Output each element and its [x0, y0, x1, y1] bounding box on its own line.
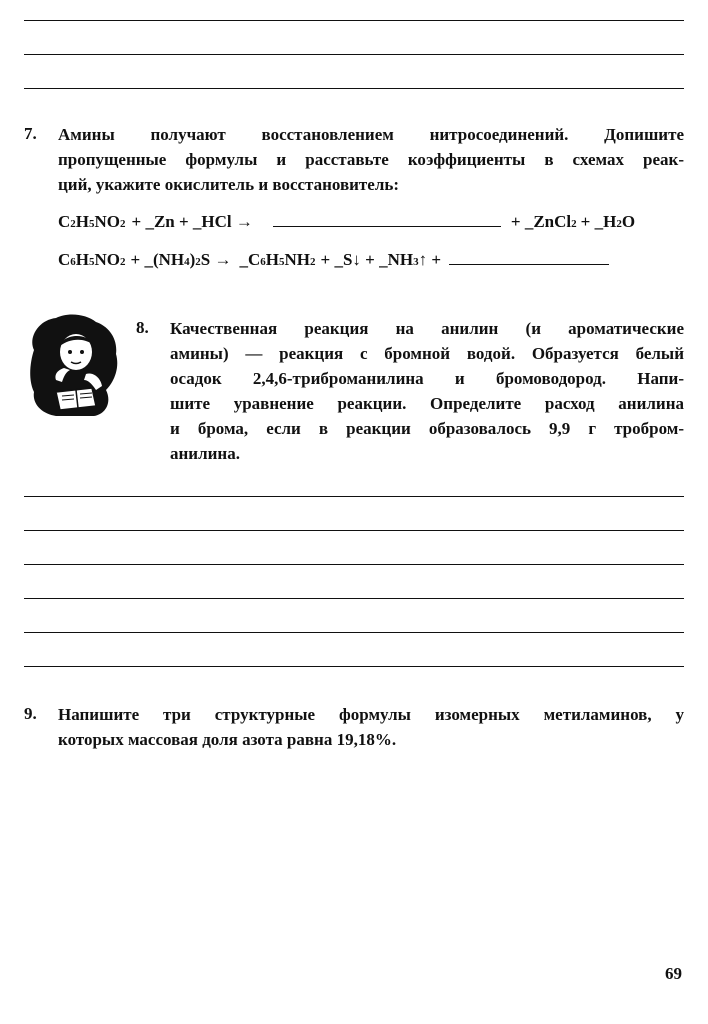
question-8-text [170, 316, 684, 466]
equation-2: C 6 H 5 NO 2 + _(NH 4 ) 2 S → _C 6 H 5 NH 2 + _S↓ + _NH 3 ↑ + [58, 250, 609, 270]
question-9-line: Напишите три структурные формулы изомерных метиламинов, у [58, 705, 684, 724]
question-9-line: которых массовая доля азота равна 19,18%. [58, 730, 397, 749]
formula-part: H [75, 250, 90, 269]
answer-line[interactable] [24, 88, 684, 89]
answer-line[interactable] [24, 496, 684, 497]
question-8-line: осадок 2,4,6-триброманилина и бромоводород. Напи- [170, 369, 684, 388]
question-8-line: Качественная реакция на анилин (и ароматические [170, 319, 684, 338]
equation-2-blank[interactable] [449, 250, 609, 265]
formula-part: ) [189, 250, 196, 269]
formula-part: NH [284, 250, 311, 269]
question-8-line: амины) — реакция с бромной водой. Образуется белый [170, 344, 684, 363]
formula-part: _C [239, 250, 261, 269]
question-7-text [58, 122, 684, 197]
formula-part: NO [94, 250, 121, 269]
question-8-line: шите уравнение реакции. Определите расход анилина [170, 394, 684, 413]
formula-part: H [265, 250, 280, 269]
thinking-boy-reading-icon [26, 310, 122, 420]
answer-line[interactable] [24, 54, 684, 55]
formula-part: C [58, 212, 71, 231]
formula-part: NO [94, 212, 121, 231]
formula-part: + _S↓ + _NH [320, 250, 414, 269]
question-7-line: ций, укажите окислитель и восстановитель: [58, 175, 400, 194]
formula-part: + _H [580, 212, 617, 231]
page-number: 69 [665, 964, 682, 983]
question-7-line: Амины получают восстановлением нитросоединений. Допишите [58, 125, 684, 144]
question-7-number: 7. [24, 124, 37, 143]
answer-line[interactable] [24, 632, 684, 633]
formula-part: + _(NH [130, 250, 185, 269]
question-8-line: и брома, если в реакции образовалось 9,9 г тробром- [170, 419, 684, 438]
formula-part: O [621, 212, 636, 231]
answer-line[interactable] [24, 20, 684, 21]
answer-line[interactable] [24, 530, 684, 531]
formula-part: + _ZnCl [510, 212, 572, 231]
question-8-line: анилина. [170, 444, 240, 463]
answer-line[interactable] [24, 564, 684, 565]
formula-part: H [75, 212, 90, 231]
question-9-text [58, 702, 684, 752]
answer-line[interactable] [24, 598, 684, 599]
equation-1-blank[interactable] [273, 212, 501, 227]
formula-part: + _Zn + _HCl → [131, 212, 253, 231]
formula-part: C [58, 250, 71, 269]
answer-line[interactable] [24, 666, 684, 667]
formula-part: S → [200, 250, 232, 269]
formula-part: ↑ + [418, 250, 442, 269]
equation-1: C 2 H 5 NO 2 + _Zn + _HCl → + _ZnCl 2 + _H 2 O [58, 212, 636, 231]
question-7-line: пропущенные формулы и расставьте коэффициенты в схемах реак- [58, 150, 684, 169]
question-9-number: 9. [24, 704, 37, 723]
question-8-number: 8. [136, 318, 149, 337]
